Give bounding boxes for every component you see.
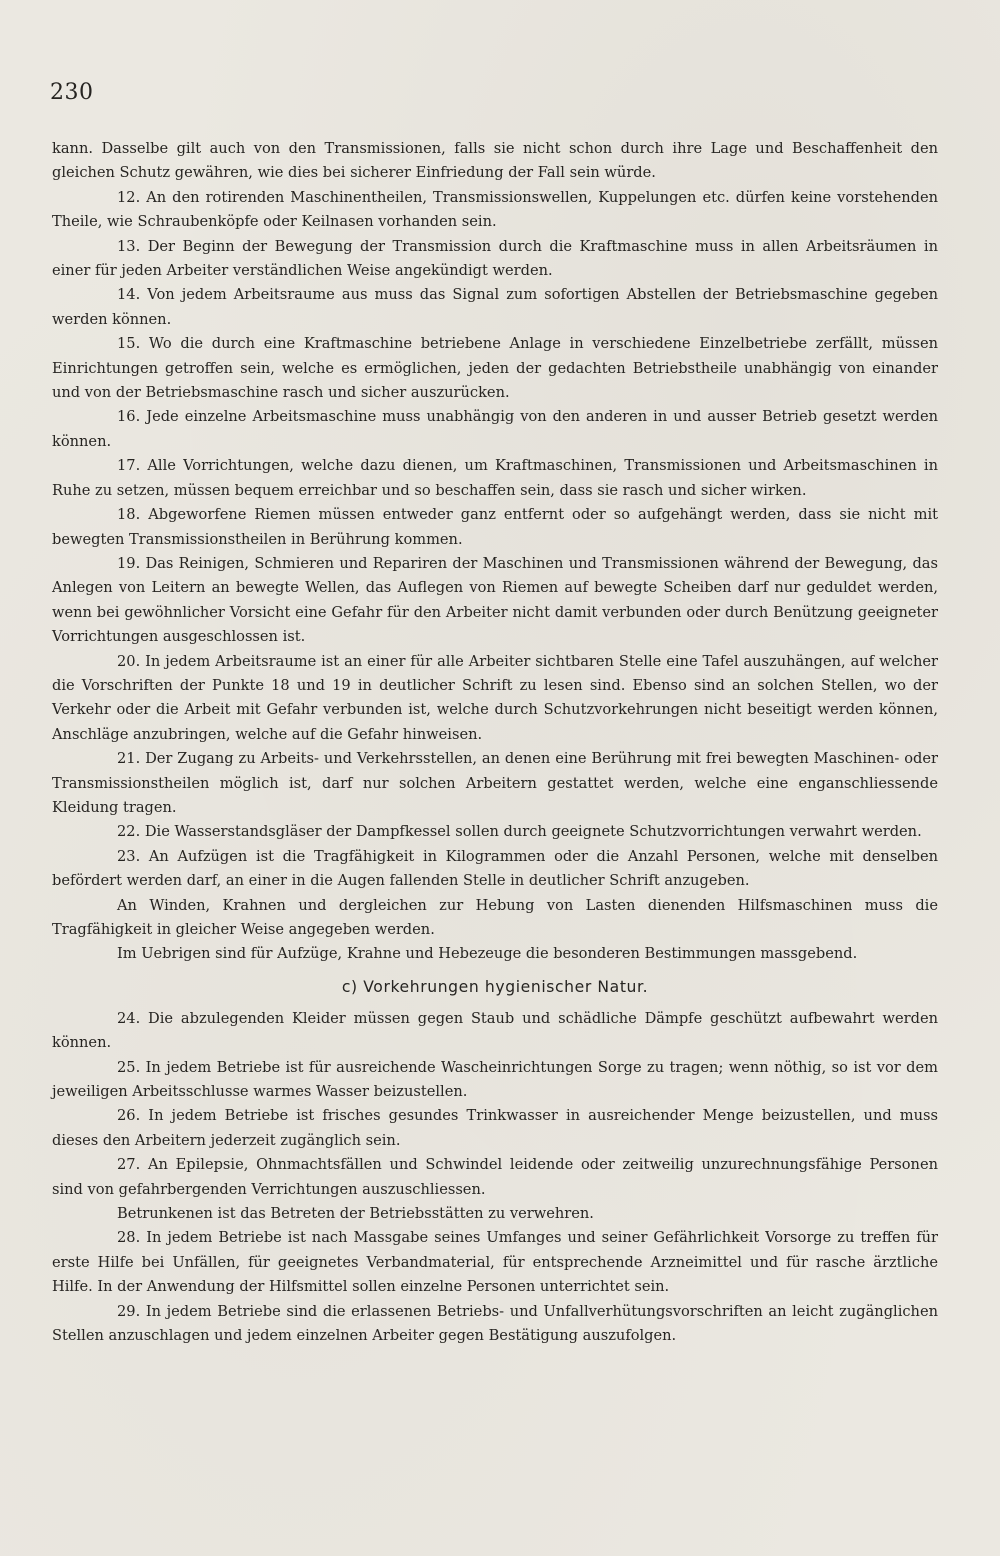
paragraph-p12: 12. An den rotirenden Maschinentheilen, Transmissionswellen, Kuppelungen etc. dürfen keine vorstehenden Theile, wie Schraubenköpfe oder Keilnasen vorhanden sein. — [52, 188, 938, 231]
page-body — [52, 137, 938, 1349]
paragraph-p18: 18. Abgeworfene Riemen müssen entweder ganz entfernt oder so aufgehängt werden, dass sie nicht mit bewegten Transmissionstheilen in Berührung kommen. — [52, 506, 938, 548]
paragraph-p27: 27. An Epilepsie, Ohnmachtsfällen und Schwindel leidende oder zeitweilig unzurechnungsfähige Personen sind von gefahrbergenden Verrichtungen auszuschliessen. — [52, 1156, 938, 1198]
paragraph-p29: 29. In jedem Betriebe sind die erlassenen Betriebs- und Unfallverhütungsvorschriften an leicht zugänglichen Stellen anzuschlagen und jedem einzelnen Arbeiter gegen Bestätigung auszufolgen. — [52, 1302, 938, 1345]
paragraph-p24: 24. Die abzulegenden Kleider müssen gegen Staub und schädliche Dämpfe geschützt aufbewahrt werden können. — [52, 1009, 938, 1052]
page-number: 230 — [50, 80, 94, 105]
paragraphs-after — [52, 1007, 938, 1349]
paragraph-p27b: Betrunkenen ist das Betreten der Betriebsstätten zu verwehren. — [117, 1205, 594, 1223]
paragraph-p19: 19. Das Reinigen, Schmieren und Repariren der Maschinen und Transmissionen während der Bewegung, das Anlegen von Leitern an bewegte Wellen, das Auflegen von Riemen auf bewegte Scheiben darf nur geduldet werden, wenn bei gewöhnlicher Vorsicht eine Gefahr für den Arbeiter nicht damit verbunden oder durch Benützung geeigneter Vorrichtungen ausgeschlossen ist. — [52, 554, 938, 646]
paragraph-p21: 21. Der Zugang zu Arbeits- und Verkehrsstellen, an denen eine Berührung mit frei bewegten Maschinen- oder Transmissionstheilen möglich ist, darf nur solchen Arbeitern gestattet werden, welche eine enganschliessende Kleidung tragen. — [52, 750, 938, 816]
section-heading: c) Vorkehrungen hygienischer Natur. — [341, 977, 649, 996]
paragraph-p28: 28. In jedem Betriebe ist nach Massgabe seines Umfanges und seiner Gefährlichkeit Vorsorge zu treffen für erste Hilfe bei Unfällen, für geeignetes Verbandmaterial, für entsprechende Arzneimittel und für rasche ärztliche Hilfe. In der Anwendung der Hilfsmittel sollen einzelne Personen unterrichtet sein. — [52, 1229, 938, 1296]
paragraph-p22: 22. Die Wasserstandsgläser der Dampfkessel sollen durch geeignete Schutzvorrichtungen verwahrt werden. — [117, 823, 922, 841]
paragraph-p25: 25. In jedem Betriebe ist für ausreichende Wascheinrichtungen Sorge zu tragen; wenn nöthig, so ist vor dem jeweiligen Arbeitsschlusse warmes Wasser beizustellen. — [52, 1058, 938, 1101]
paragraph-p23c: Im Uebrigen sind für Aufzüge, Krahne und Hebezeuge die besonderen Bestimmungen massgebend. — [117, 945, 858, 963]
paragraph-p-cont: kann. Dasselbe gilt auch von den Transmissionen, falls sie nicht schon durch ihre Lage und Beschaffenheit den gleichen Schutz gewähren, wie dies bei sicherer Einfriedung der Fall sein würde. — [52, 140, 938, 182]
paragraph-p16: 16. Jede einzelne Arbeitsmaschine muss unabhängig von den anderen in und ausser Betrieb gesetzt werden können. — [52, 408, 938, 450]
paragraph-p17: 17. Alle Vorrichtungen, welche dazu dienen, um Kraftmaschinen, Transmissionen und Arbeitsmaschinen in Ruhe zu setzen, müssen bequem erreichbar und so beschaffen sein, dass sie rasch und sicher wirken. — [52, 457, 938, 499]
paragraphs-before — [52, 137, 938, 967]
paragraph-p14: 14. Von jedem Arbeitsraume aus muss das Signal zum sofortigen Abstellen der Betriebsmaschine gegeben werden können. — [52, 286, 938, 328]
paragraph-p23: 23. An Aufzügen ist die Tragfähigkeit in Kilogrammen oder die Anzahl Personen, welche mit denselben befördert werden darf, an einer in die Augen fallenden Stelle in deutlicher Schrift anzugeben. — [52, 847, 938, 890]
paragraph-p13: 13. Der Beginn der Bewegung der Transmission durch die Kraftmaschine muss in allen Arbeitsräumen in einer für jeden Arbeiter verständlichen Weise angekündigt werden. — [52, 237, 938, 280]
paragraph-p20: 20. In jedem Arbeitsraume ist an einer für alle Arbeiter sichtbaren Stelle eine Tafel auszuhängen, auf welcher die Vorschriften der Punkte 18 und 19 in deutlicher Schrift zu lesen sind. Ebenso sind an solchen Stellen, wo der Verkehr oder die Arbeit mit Gefahr verbunden ist, welche durch Schutzvorkehrungen nicht beseitigt werden können, Anschläge anzubringen, welche auf die Gefahr hinweisen. — [52, 652, 938, 743]
paragraph-p26: 26. In jedem Betriebe ist frisches gesundes Trinkwasser in ausreichender Menge beizustellen, und muss dieses den Arbeitern jederzeit zugänglich sein. — [52, 1107, 938, 1149]
paragraph-p15: 15. Wo die durch eine Kraftmaschine betriebene Anlage in verschiedene Einzelbetriebe zerfällt, müssen Einrichtungen getroffen sein, welche es ermöglichen, jeden der gedachten Betriebstheile unabhängig von einander und von der Betriebsmaschine rasch und sicher auszurücken. — [52, 335, 938, 402]
paragraph-p23b: An Winden, Krahnen und dergleichen zur Hebung von Lasten dienenden Hilfsmaschinen muss die Tragfähigkeit in gleicher Weise angegeben werden. — [52, 896, 938, 938]
